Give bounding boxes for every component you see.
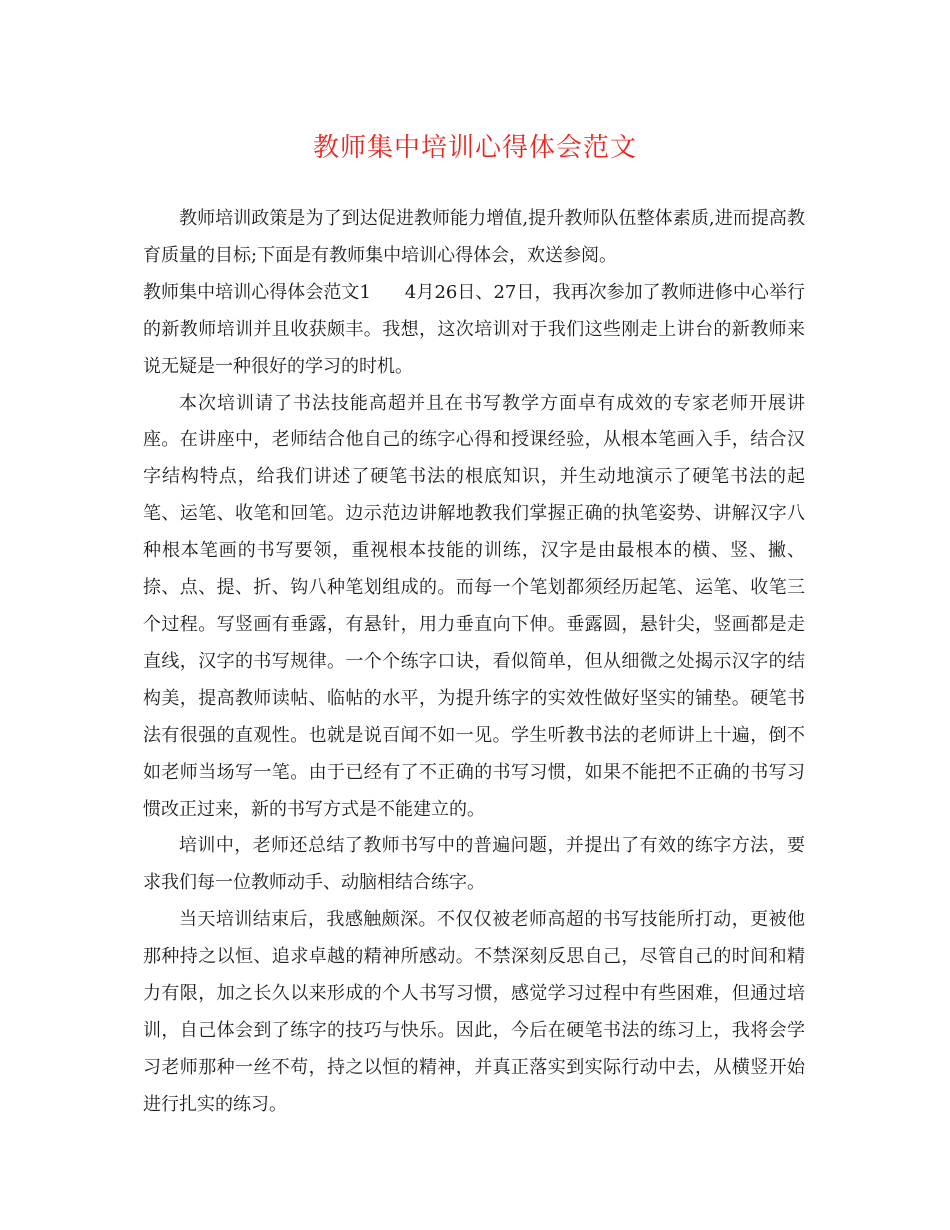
document-title: 教师集中培训心得体会范文: [312, 133, 637, 163]
document-body: [143, 201, 805, 1124]
section-heading: 教师集中培训心得体会范文1: [143, 281, 371, 303]
intro-paragraph: 教师培训政策是为了到达促进教师能力增值,提升教师队伍整体素质,进而提高教育质量的目标;下面是有教师集中培训心得体会，欢送参阅。: [143, 208, 805, 266]
body-paragraph-calligraphy: 本次培训请了书法技能高超并且在书写教学方面卓有成效的专家老师开展讲座。在讲座中，老师结合他自己的练字心得和授课经验，从根本笔画入手，结合汉字结构特点，给我们讲述了硬笔书法的根底知识，并生动地演示了硬笔书法的起笔、运笔、收笔和回笔。边示范边讲解地教我们掌握正确的执笔姿势、讲解汉字八种根本笔画的书写要领，重视根本技能的训练，汉字是由最根本的横、竖、撇、捺、点、提、折、钩八种笔划组成的。而每一个笔划都须经历起笔、运笔、收笔三个过程。写竖画有垂露，有悬针，用力垂直向下伸。垂露圆，悬针尖，竖画都是走直线，汉字的书写规律。一个个练字口诀，看似简单，但从细微之处揭示汉字的结构美，提高教师读帖、临帖的水平，为提升练字的实效性做好坚实的铺垫。硬笔书法有很强的直观性。也就是说百闻不如一见。学生听教书法的老师讲上十遍，倒不如老师当场写一笔。由于已经有了不正确的书写习惯，如果不能把不正确的书写习惯改正过来，新的书写方式是不能建立的。: [143, 392, 805, 820]
body-paragraph-reflection: 当天培训结束后，我感触颇深。不仅仅被老师高超的书写技能所打动，更被他那种持之以恒、追求卓越的精神所感动。不禁深刻反思自己，尽管自己的时间和精力有限，加之长久以来形成的个人书写习惯，感觉学习过程中有些困难，但通过培训，自己体会到了练字的技巧与快乐。因此，今后在硬笔书法的练习上，我将会学习老师那种一丝不苟，持之以恒的精神，并真正落实到实际行动中去，从横竖开始进行扎实的练习。: [143, 909, 805, 1115]
section-paragraph: [143, 275, 805, 386]
body-paragraph-training: 培训中，老师还总结了教师书写中的普遍问题，并提出了有效的练字方法，要求我们每一位教师动手、动脑相结合练字。: [143, 835, 805, 894]
section-first-text: 4月26日、27日，我再次参加了教师进修中心举行的新教师培训并且收获颇丰。我想，这次培训对于我们这些刚走上讲台的新教师来说无疑是一种很好的学习的时机。: [143, 281, 805, 377]
